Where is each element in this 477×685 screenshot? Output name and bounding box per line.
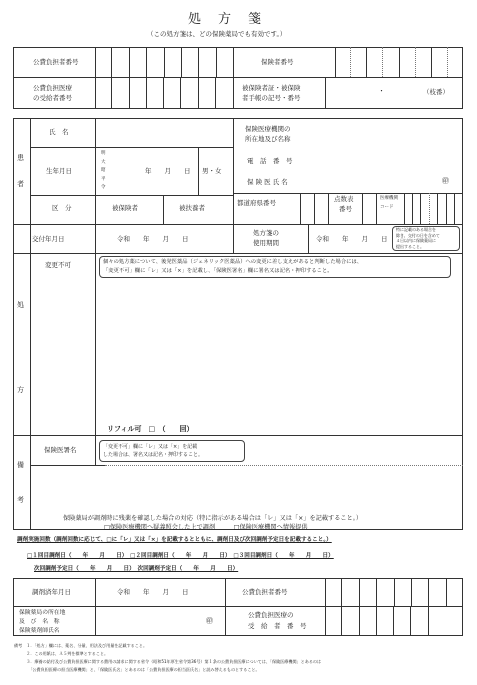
- birth-date-field[interactable]: 年 月 日: [145, 167, 191, 175]
- doctor-name-label: 保 険 医 氏 名: [247, 178, 288, 186]
- footnote-line: ２．この用紙は、Ａ５判を標準とすること。: [14, 651, 109, 656]
- notes-section-label-2: 考: [17, 496, 24, 504]
- validity-date-field[interactable]: 令和 年 月 日: [316, 235, 388, 243]
- era-taisho[interactable]: 大: [101, 159, 106, 165]
- card-separator-dot: ・: [378, 87, 385, 95]
- dispensed-date-label: 調剤済年月日: [32, 588, 71, 596]
- validity-label-2: 使用期間: [253, 239, 279, 247]
- split-dispensing-dates[interactable]: □１回目調剤日（ 年 月 日） □２回目調剤日（ 年 月 日） □３回目調剤日（ 年 月 日）: [27, 553, 334, 559]
- footnotes: [14, 642, 321, 674]
- signature-note-line: 「変更不可」欄に「レ」又は「×」を記載: [103, 444, 198, 450]
- era-reiwa[interactable]: 令: [101, 185, 106, 190]
- bottom-public-payer-label: 公費負担者番号: [242, 588, 288, 596]
- pharmacy-label-line: 保険薬局の所在地: [19, 610, 66, 616]
- split-dispensing-next-dates[interactable]: 次回調剤予定日（ 年 月 日） 次回調剤予定日（ 年 月 日）: [34, 566, 239, 572]
- facility-phone-label: 電 話 番 号: [247, 157, 293, 165]
- page-title: 処 方 箋: [188, 12, 264, 27]
- bottom-recipient-label-2: 受 給 者 番 号: [248, 622, 307, 630]
- branch-number-label[interactable]: （枝番）: [423, 88, 449, 96]
- pharmacy-labels: [19, 609, 65, 636]
- rx-content-area[interactable]: [96, 282, 462, 422]
- public-recipient-number-cells[interactable]: [95, 77, 215, 109]
- public-recipient-number-label-2: の受給者番号: [33, 94, 72, 102]
- bottom-public-payer-cells[interactable]: [325, 578, 463, 606]
- pharmacy-label-line: 保険薬剤師氏名: [19, 628, 60, 634]
- rx-section-label-2: 方: [17, 386, 24, 394]
- no-change-label: 変更不可: [45, 261, 71, 269]
- refill-checkbox[interactable]: リフィル可 □ （ 回）: [107, 425, 194, 433]
- validity-note-line: ４日以内に保険薬局に: [396, 238, 436, 243]
- era-meiji[interactable]: 明: [101, 151, 106, 156]
- rx-section-label-1: 処: [17, 301, 24, 309]
- rx-instructions: [103, 258, 362, 276]
- pharmacist-seal-mark: ㊞: [206, 617, 213, 625]
- institution-code-label-2: コード: [380, 205, 394, 210]
- patient-name-field[interactable]: [96, 119, 232, 146]
- category-dependent-option[interactable]: 被扶養者: [179, 204, 205, 212]
- patient-section-label-1: 患: [17, 154, 24, 162]
- footnote-line: 「公費負担医療の担当医療機関」と、「保険医氏名」とあるのは「公費負担医療の担当医氏名」と読み替えるものとすること。: [14, 667, 260, 672]
- score-table-cell[interactable]: [362, 193, 376, 224]
- pharmacy-info-field[interactable]: [96, 607, 224, 635]
- notes-section-label-1: 備: [17, 461, 24, 469]
- validity-note-line: 除き、交付の日を含めて: [396, 232, 440, 238]
- no-change-column[interactable]: [31, 272, 94, 434]
- validity-note-line: 特に記載のある場合を: [396, 227, 436, 232]
- prefecture-number-label: 都道府県番号: [237, 199, 276, 207]
- sex-selector[interactable]: 男・女: [202, 167, 222, 175]
- signature-field[interactable]: [250, 437, 460, 463]
- patient-birth-label: 生年月日: [46, 167, 72, 175]
- era-list: [101, 150, 109, 193]
- public-recipient-number-label-1: 公費負担医療: [33, 84, 72, 92]
- dispensed-date-field[interactable]: 令和 年 月 日: [117, 588, 189, 596]
- era-showa[interactable]: 昭: [101, 168, 106, 173]
- insured-card-label-1: 被保険者証・被保険: [242, 84, 301, 92]
- split-dispensing-header: 調剤実施回数（調剤回数に応じて、□に「レ」又は「×」を記載するとともに、調剤日及び次回調剤予定日を記載すること。）: [17, 537, 332, 543]
- insurer-number-cells[interactable]: [335, 47, 463, 77]
- issue-date-label: 交付年月日: [32, 235, 65, 243]
- signature-note-line: した場合は、署名又は記名・押印すること。: [103, 452, 204, 458]
- bottom-recipient-label-1: 公費負担医療の: [248, 611, 294, 619]
- signature-note: [103, 443, 203, 459]
- public-payer-number-cells[interactable]: [95, 47, 233, 77]
- score-table-label-2: 番号: [339, 205, 352, 213]
- footnote-line: ３．療養の給付及び公費負担医療に関する費用の請求に関する省令（昭和51年厚生省令第36号）第１条の公費負担医療については、「保険医療機関」とあるのは: [14, 659, 322, 664]
- insured-card-label-2: 者手帳の記号・番号: [242, 94, 301, 102]
- score-table-label-1: 点数表: [334, 195, 354, 203]
- validity-note: [396, 227, 440, 249]
- rx-instruction-line: 「変更不可」欄に「レ」又は「×」を記載し、「保険医署名」欄に署名又は記名・押印すること。: [103, 268, 333, 274]
- signature-label: 保険医署名: [44, 446, 77, 454]
- facility-address-label-2: 所在地及び名称: [245, 135, 291, 143]
- prefecture-number-cells[interactable]: [300, 193, 328, 224]
- patient-section-label-2: 者: [17, 180, 24, 188]
- page-subtitle: （この処方箋は、どの保険薬局でも有効です。）: [147, 30, 287, 38]
- patient-name-label: 氏 名: [49, 128, 69, 136]
- validity-label-1: 処方箋の: [253, 229, 279, 237]
- public-payer-number-label: 公費負担者番号: [33, 58, 79, 66]
- insurer-number-label: 保険者番号: [261, 58, 294, 66]
- bottom-recipient-cells[interactable]: [325, 606, 445, 636]
- facility-address-label-1: 保険医療機関の: [245, 125, 291, 133]
- footnote-line: 備考 １．「処方」欄には、薬名、分量、用法及び用量を記載すること。: [14, 643, 148, 648]
- validity-note-line: 提出すること。: [396, 243, 424, 249]
- pharmacy-label-line: 及 び 名 称: [19, 619, 60, 625]
- category-insured-option[interactable]: 被保険者: [112, 204, 138, 212]
- institution-code-label-1: 医療機関: [380, 196, 398, 201]
- rx-instruction-line: 個々の処方薬について、後発医薬品（ジェネリック医薬品）への変更に差し支えがあると判断した場合には、: [103, 259, 363, 265]
- pharmacy-check-instruction: 保険薬局が調剤時に残薬を確認した場合の対応（特に指示がある場合は「レ」又は「×」を記載すること。）: [63, 515, 363, 522]
- category-label: 区 分: [52, 204, 72, 212]
- issue-date-field[interactable]: 令和 年 月 日: [117, 235, 189, 243]
- pharmacy-check-options[interactable]: □保険医療機関へ疑義照会した上で調剤 □保険医療機関へ情報提供: [104, 524, 308, 531]
- era-heisei[interactable]: 平: [101, 176, 106, 182]
- doctor-seal-mark: ㊞: [442, 177, 449, 185]
- institution-code-cells[interactable]: [404, 193, 463, 224]
- facility-info-field[interactable]: [320, 122, 460, 190]
